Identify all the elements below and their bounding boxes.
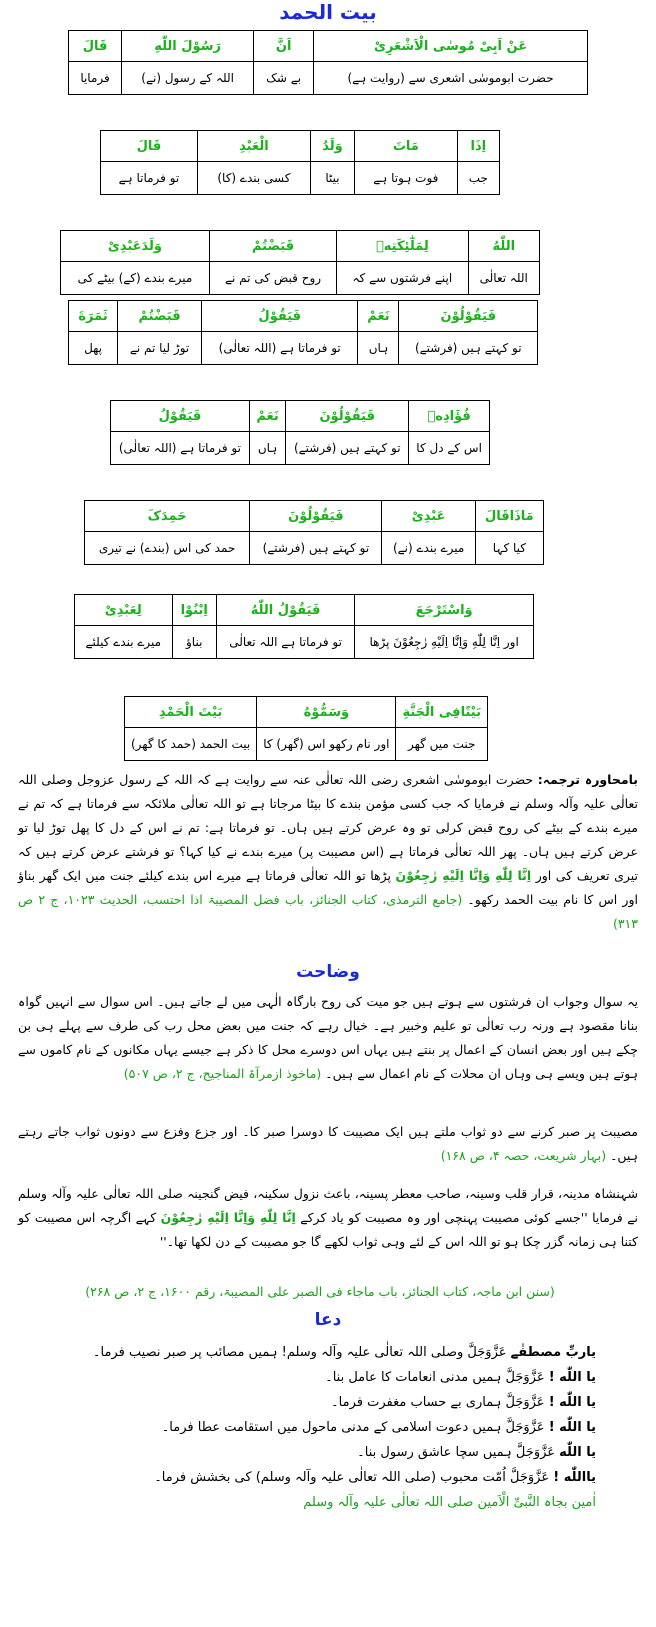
- arabic-word: وَاسْتَرْجَعَ: [355, 595, 534, 626]
- urdu-word: فوت ہوتا ہے: [354, 162, 457, 195]
- dua-text: عَزَّوَجَلَّ ہماری بے حساب مغفرت فرما۔: [331, 1395, 545, 1410]
- urdu-word: تو فرماتا ہے (اللہ تعالٰی): [111, 432, 250, 465]
- urdu-word: کسی بندے (کا): [197, 162, 310, 195]
- translation-paragraph: [18, 768, 638, 936]
- urdu-word: پھل: [69, 332, 118, 365]
- urdu-word: تو کہتے ہیں (فرشتے): [250, 532, 382, 565]
- arabic-word: وَلَدُ: [310, 131, 354, 162]
- translation-reference: (جامع الترمذی، کتاب الجنائز، باب فضل المصیبۃ اذا احتسب، الحدیث ۱۰۲۳، ج ۲ ص ۳۱۳): [18, 892, 638, 931]
- dua-line: [36, 1440, 596, 1465]
- translation-text: پڑھا تو اللہ تعالٰی فرماتا ہے میرے اس بندے کیلئے جنت میں ایک گھر بناؤ اور اس کا نام بیت الحمد رکھو۔: [18, 868, 638, 907]
- urdu-word: اور نام رکھو اس (گھر) کا: [257, 728, 396, 761]
- arabic-word: وَلَدَعَبْدِیْ: [61, 231, 210, 262]
- urdu-word: میرے بندے کیلئے: [75, 626, 173, 659]
- translation-text: حضرت ابوموسٰی اشعری رضی اللہ تعالٰی عنہ سے روایت ہے کہ اللہ کے رسول عزوجل وصلی اللہ تعالٰی علیہ وآلہ وسلم نے فرمایا کہ جب کسی مؤمن بندے کا بیٹا مرجاتا ہے تو اللہ تعالٰی ملائکہ سے فرماتا ہے کہ تم نے میرے بندے کے بیٹے کی روح قبض کرلی تو وہ عرض کرتے ہیں ہاں۔ تو فرماتا ہے: تم نے اس کے دل کا پھل توڑ لیا تو عرض کرتے ہیں ہاں۔ پھر اللہ تعالٰی فرماتا ہے (اس مصیبت پر) میرے بندے نے کیا کہا؟ تو فرشتے عرض کرتے ہیں کہ تیری تعریف کی اور: [18, 772, 638, 883]
- istirja-phrase: اِنَّا لِلّٰهِ وَاِنَّا اِلَیْهِ رٰجِعُوْنَ: [395, 868, 532, 883]
- arabic-word: عَنْ اَبِیْ مُوسٰی الْاَشْعَرِیْ: [314, 31, 588, 62]
- urdu-word: تو فرماتا ہے اللہ تعالٰی: [216, 626, 354, 659]
- arabic-word: الْعَبْدِ: [197, 131, 310, 162]
- arabic-word: لِمَلٰٓئِکَتِهٖ: [337, 231, 468, 262]
- dua-text: عَزَّوَجَلَّ ہمیں مدنی انعامات کا عامل بنا۔: [325, 1370, 545, 1385]
- arabic-word: اَنَّ: [254, 31, 314, 62]
- urdu-word: کیا کہا: [475, 532, 543, 565]
- urdu-word: اس کے دل کا: [409, 432, 490, 465]
- dua-line: [36, 1365, 596, 1390]
- arabic-word: فَیَقُوْلُوْنَ: [399, 301, 538, 332]
- urdu-word: بیٹا: [310, 162, 354, 195]
- explanation-heading: وضاحت: [296, 962, 360, 982]
- arabic-word: قَالَ: [69, 31, 122, 62]
- dua-text: عَزَّوَجَلَّ وصلی اللہ تعالٰی علیہ وآلہ وسلم! ہمیں مصائب پر صبر نصیب فرما۔: [92, 1345, 507, 1360]
- arabic-word: رَسُوْلَ اللّٰهِ: [122, 31, 254, 62]
- translation-label: بامحاورہ ترجمہ:: [537, 772, 638, 787]
- urdu-word: تو فرماتا ہے: [101, 162, 198, 195]
- word-table-7: [74, 594, 534, 659]
- dua-line: [36, 1465, 596, 1490]
- explanation-paragraph-1: [18, 990, 638, 1086]
- arabic-word: لِعَبْدِیْ: [75, 595, 173, 626]
- arabic-word: بَیْتَ الْحَمْدِ: [125, 697, 257, 728]
- explanation-paragraph-3: [18, 1182, 638, 1254]
- urdu-word: بیت الحمد (حمد کا گھر): [125, 728, 257, 761]
- dua-invocation: یا اللّٰه: [559, 1445, 596, 1460]
- dua-invocation: یا اللّٰه !: [548, 1370, 596, 1385]
- urdu-word: اپنے فرشتوں سے کہ: [337, 262, 468, 295]
- arabic-word: بَیْتًافِی الْجَنَّةِ: [396, 697, 487, 728]
- word-table-2: [100, 130, 500, 195]
- urdu-word: بے شک: [254, 62, 314, 95]
- arabic-word: فَیَقُوْلُوْنَ: [286, 401, 409, 432]
- dua-list: [36, 1340, 596, 1515]
- urdu-word: تو کہتے ہیں (فرشتے): [286, 432, 409, 465]
- explanation-reference: (بہار شریعت، حصہ ۴، ص ۱۶۸): [440, 1148, 607, 1163]
- dua-line: [36, 1415, 596, 1440]
- explanation-text: یہ سوال وجواب ان فرشتوں سے ہوتے ہیں جو میت کی روح بارگاہ الٰہی میں لے جاتے ہیں۔ اس سوال سے انہیں گواہ بنانا مقصود ہے ورنہ رب تعالٰی تو علیم وخبیر ہے۔ خیال رہے کہ جنت میں بعض محل رب کی طرف سے پہلے ہی بن چکے ہیں اور بعض انسان کے اعمال پر بنتے ہیں یہاں اس دوسرے محل کا ذکر ہے جیسے یہاں مکانوں کے نام کاموں سے ہوتے ہیں ویسے ہی وہاں ان محلات کے نام اعمال سے ہیں۔: [18, 994, 638, 1081]
- hadith-reference: (سنن ابن ماجہ، کتاب الجنائز، باب ماجاء فی الصبر علی المصیبۃ، رقم ۱۶۰۰، ج ۲، ص ۲۶۸): [85, 1284, 555, 1299]
- arabic-word: مَاتَ: [354, 131, 457, 162]
- arabic-word: وَسَمُّوْهُ: [257, 697, 396, 728]
- urdu-word: تو فرماتا ہے (اللہ تعالٰی): [201, 332, 357, 365]
- arabic-word: اللّٰهُ: [468, 231, 539, 262]
- explanation-text: مصیبت پر صبر کرنے سے دو ثواب ملتے ہیں ایک مصیبت کا دوسرا صبر کا۔ اور جزع وفزع سے دونوں ثواب جاتے رہتے ہیں۔: [18, 1124, 638, 1163]
- urdu-word: اور اِنَّا لِلّٰهِ وَاِنَّا اِلَیْهِ رٰجِعُوْنَ پڑھا: [355, 626, 534, 659]
- word-table-3: [60, 230, 540, 295]
- urdu-word: میرے بندے (نے): [382, 532, 475, 565]
- dua-closing: اٰمین بجاہ النَّبیِّ الْاَمین صلی اللہ تعالٰی علیہ وآلہ وسلم: [303, 1495, 596, 1510]
- urdu-word: بناؤ: [172, 626, 216, 659]
- explanation-reference-3: [30, 1280, 610, 1304]
- dua-line: [36, 1340, 596, 1365]
- urdu-word: حضرت ابوموسٰی اشعری سے (روایت ہے): [314, 62, 588, 95]
- explanation-paragraph-2: [18, 1120, 638, 1168]
- word-table-4: [68, 300, 538, 365]
- dua-invocation: یا اللّٰه !: [548, 1420, 596, 1435]
- arabic-word: اِذَا: [457, 131, 499, 162]
- urdu-word: میرے بندے (کے) بیٹے کی: [61, 262, 210, 295]
- urdu-word: حمد کی اس (بندے) نے تیری: [85, 532, 250, 565]
- arabic-word: فَیَقُوْلُوْنَ: [250, 501, 382, 532]
- urdu-word: جب: [457, 162, 499, 195]
- explanation-text: شہنشاہ مدینہ، قرار قلب وسینہ، صاحب معطر پسینہ، باعث نزول سکینہ، فیض گنجینہ صلی اللہ تعالٰی علیہ وآلہ وسلم نے فرمایا ''جسے کوئی مصیبت پہنچی اور وہ مصیبت کو یاد کرکے: [18, 1186, 638, 1225]
- urdu-word: ہاں: [358, 332, 399, 365]
- word-table-5: [110, 400, 490, 465]
- arabic-word: فَیَقُوْلُ اللّٰهُ: [216, 595, 354, 626]
- urdu-word: اللہ کے رسول (نے): [122, 62, 254, 95]
- arabic-word: نَعَمْ: [249, 401, 285, 432]
- urdu-word: جنت میں گھر: [396, 728, 487, 761]
- explanation-reference: (ماخوذ ازمرآۃ المناجیح، ج ۲، ص ۵۰۷): [123, 1066, 322, 1081]
- dua-invocation: یاربِّ مصطفٰے: [510, 1345, 596, 1360]
- urdu-word: تو کہتے ہیں (فرشتے): [399, 332, 538, 365]
- dua-invocation: یااللّٰه !: [553, 1470, 596, 1485]
- word-table-6: [84, 500, 544, 565]
- urdu-word: روح قبض کی تم نے: [209, 262, 336, 295]
- urdu-word: فرمایا: [69, 62, 122, 95]
- dua-text: عَزَّوَجَلَّ اُمّت محبوب (صلی اللہ تعالٰی علیہ وآلہ وسلم) کی بخشش فرما۔: [154, 1470, 550, 1485]
- arabic-word: فَیَقُوْلُ: [201, 301, 357, 332]
- arabic-word: قَبَضْتُمْ: [118, 301, 202, 332]
- page-title: بیت الحمد: [279, 0, 377, 24]
- urdu-word: توڑ لیا تم نے: [118, 332, 202, 365]
- arabic-word: حَمِدَکَ: [85, 501, 250, 532]
- arabic-word: مَاذَاقَالَ: [475, 501, 543, 532]
- dua-text: عَزَّوَجَلَّ ہمیں سچا عاشق رسول بنا۔: [357, 1445, 556, 1460]
- dua-line: [36, 1390, 596, 1415]
- arabic-word: ثَمَرَةَ: [69, 301, 118, 332]
- explanation-text: کہے اگرچہ اس مصیبت کو کتنا ہی زمانہ گزر چکا ہو تو اللہ اس کے لئے وہی ثواب لکھے گا جو مصیبت کے دن لکھا تھا۔'': [18, 1210, 638, 1249]
- urdu-word: اللہ تعالٰی: [468, 262, 539, 295]
- dua-heading: دعا: [314, 1310, 342, 1330]
- arabic-word: نَعَمْ: [358, 301, 399, 332]
- arabic-word: عَبْدِیْ: [382, 501, 475, 532]
- arabic-word: فَیَقُوْلُ: [111, 401, 250, 432]
- arabic-word: اِبْنُوْا: [172, 595, 216, 626]
- dua-text: عَزَّوَجَلَّ ہمیں دعوت اسلامی کے مدنی ماحول میں استقامت عطا فرما۔: [161, 1420, 545, 1435]
- istirja-phrase: اِنَّا لِلّٰهِ وَاِنَّا اِلَیْهِ رٰجِعُوْنَ: [160, 1210, 296, 1225]
- arabic-word: قَبَضْتُمْ: [209, 231, 336, 262]
- word-table-8: [124, 696, 488, 761]
- arabic-word: قَالَ: [101, 131, 198, 162]
- dua-invocation: یا اللّٰه !: [548, 1395, 596, 1410]
- urdu-word: ہاں: [249, 432, 285, 465]
- arabic-word: فُؤَادِهٖ: [409, 401, 490, 432]
- word-table-1: [68, 30, 588, 95]
